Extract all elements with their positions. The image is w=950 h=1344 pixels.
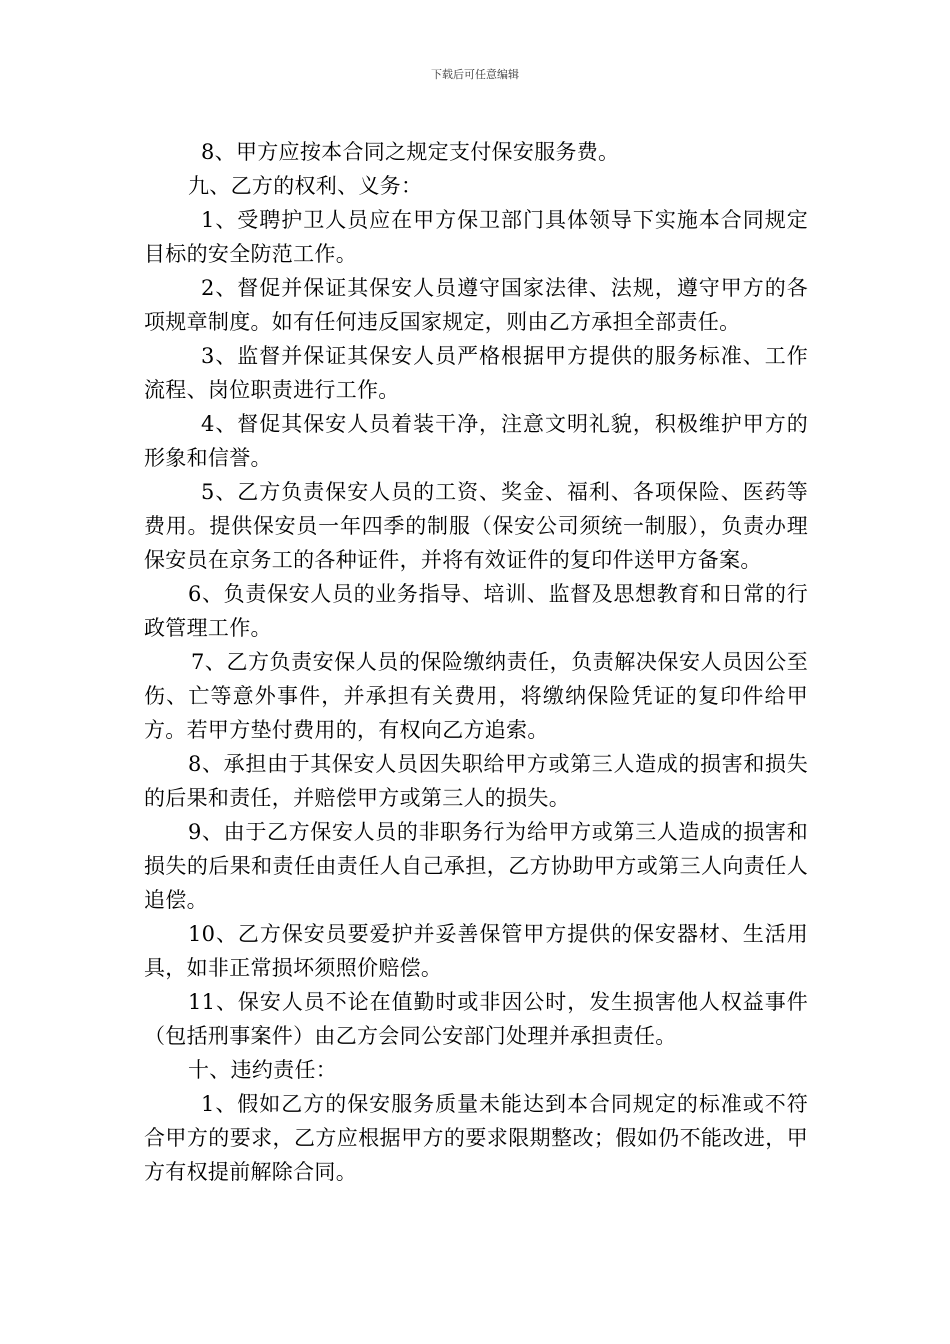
paragraph-1: 8、甲方应按本合同之规定支付保安服务费。 bbox=[201, 140, 620, 164]
paragraph-15: 1、假如乙方的保安服务质量未能达到本合同规定的标准或不符合甲方的要求，乙方应根据甲方的要求限期整改；假如仍不能改进，甲方有权提前解除合同。 bbox=[144, 1092, 808, 1184]
header-note: 下载后可任意编辑 bbox=[431, 68, 519, 81]
paragraph-6: 4、督促其保安人员着装干净，注意文明礼貌，积极维护甲方的形象和信誉。 bbox=[144, 412, 808, 470]
paragraph-12: 10、乙方保安员要爱护并妥善保管甲方提供的保安器材、生活用具，如非正常损坏须照价赔偿。 bbox=[144, 922, 808, 980]
paragraph-7: 5、乙方负责保安人员的工资、奖金、福利、各项保险、医药等费用。提供保安员一年四季的制服（保安公司须统一制服），负责办理保安员在京务工的各种证件，并将有效证件的复印件送甲方备案。 bbox=[144, 480, 808, 572]
paragraph-4: 2、督促并保证其保安人员遵守国家法律、法规，遵守甲方的各项规章制度。如有任何违反国家规定，则由乙方承担全部责任。 bbox=[144, 276, 808, 334]
paragraph-8: 6、负责保安人员的业务指导、培训、监督及思想教育和日常的行政管理工作。 bbox=[144, 582, 808, 640]
section-heading-9: 九、乙方的权利、义务： bbox=[188, 174, 423, 198]
paragraph-9: 7、乙方负责安保人员的保险缴纳责任，负责解决保安人员因公至伤、亡等意外事件，并承担有关费用，将缴纳保险凭证的复印件给甲方。若甲方垫付费用的，有权向乙方追索。 bbox=[144, 650, 808, 742]
paragraph-13: 11、保安人员不论在值勤时或非因公时，发生损害他人权益事件（包括刑事案件）由乙方会同公安部门处理并承担责任。 bbox=[144, 990, 808, 1048]
document-body bbox=[144, 135, 808, 1189]
paragraph-10: 8、承担由于其保安人员因失职给甲方或第三人造成的损害和损失的后果和责任，并赔偿甲方或第三人的损失。 bbox=[144, 752, 808, 810]
section-heading-10: 十、违约责任： bbox=[188, 1058, 338, 1082]
paragraph-11: 9、由于乙方保安人员的非职务行为给甲方或第三人造成的损害和损失的后果和责任由责任人自己承担，乙方协助甲方或第三人向责任人追偿。 bbox=[144, 820, 808, 912]
paragraph-3: 1、受聘护卫人员应在甲方保卫部门具体领导下实施本合同规定目标的安全防范工作。 bbox=[144, 208, 808, 266]
paragraph-5: 3、监督并保证其保安人员严格根据甲方提供的服务标准、工作流程、岗位职责进行工作。 bbox=[144, 344, 808, 402]
